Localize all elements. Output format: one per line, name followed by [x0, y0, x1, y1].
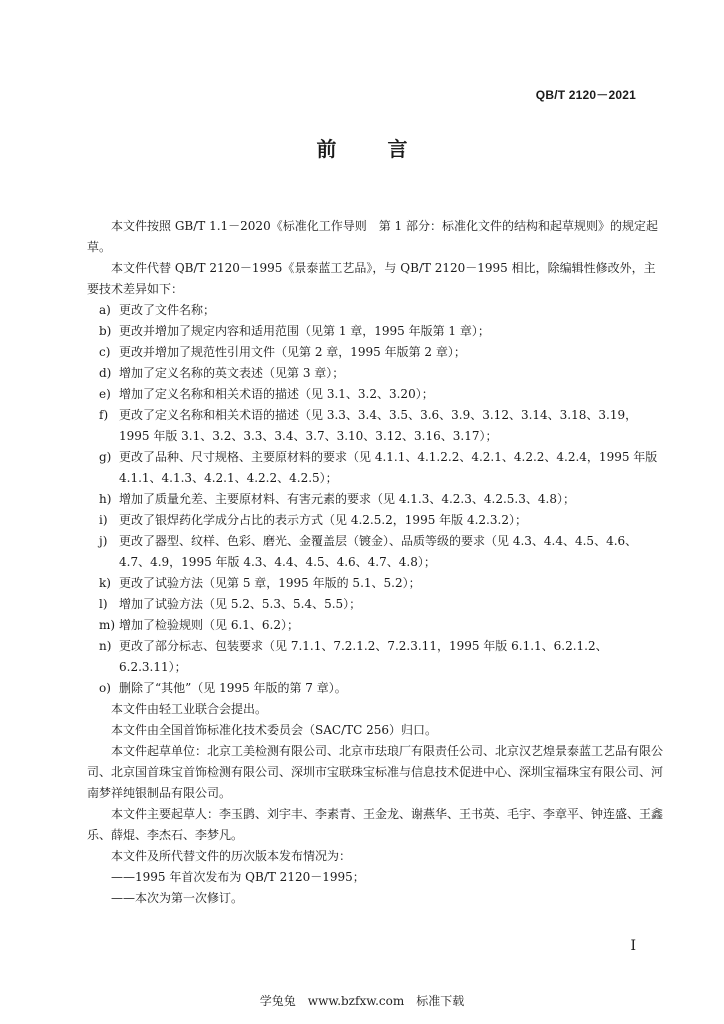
- list-item: [87, 363, 665, 384]
- list-item-text: 更改并增加了规定内容和适用范围（见第 1 章，1995 年版第 1 章）；: [119, 324, 490, 338]
- list-item: [87, 489, 665, 510]
- list-item-text: 增加了定义名称的英文表述（见第 3 章）；: [119, 366, 345, 380]
- list-item-text: 增加了检验规则（见 6.1、6.2）；: [119, 618, 299, 632]
- drafters-paragraph: 本文件主要起草人：李玉鹍、刘宇丰、李素青、王金龙、谢燕华、王书英、毛宇、李章平、钟连盛、王鑫乐、薛焜、李杰石、李梦凡。: [87, 807, 664, 842]
- proposer-paragraph: 本文件由轻工业联合会提出。: [111, 702, 268, 716]
- list-marker: l): [99, 597, 108, 611]
- list-item-text: 更改了试验方法（见第 5 章，1995 年版的 5.1、5.2）；: [119, 576, 421, 590]
- list-item-text: 更改了品种、尺寸规格、主要原材料的要求（见 4.1.1、4.1.2.2、4.2.1、4.2.2、4.2.4，1995 年版 4.1.1、4.1.3、4.2.1、4.2.2、4.2.5）；: [119, 450, 658, 485]
- footer-watermark: 学兔兔 www.bzfxw.com 标准下载: [259, 994, 465, 1008]
- drafting-units-paragraph: 本文件起草单位：北京工美检测有限公司、北京市珐琅厂有限责任公司、北京汉艺煌景泰蓝工艺品有限公司、北京国首珠宝首饰检测有限公司、深圳市宝联珠宝标准与信息技术促进中心、深圳宝福珠宝有限公司、河南梦祥纯银制品有限公司。: [87, 744, 664, 800]
- list-marker: c): [99, 345, 111, 359]
- list-item: [87, 405, 665, 447]
- history-item: ——1995 年首次发布为 QB/T 2120－1995；: [111, 870, 365, 884]
- list-item: [87, 531, 665, 573]
- list-item: [87, 342, 665, 363]
- list-item-text: 更改了银焊药化学成分占比的表示方式（见 4.2.5.2，1995 年版 4.2.3.2）；: [119, 513, 527, 527]
- technical-changes-list: [87, 300, 665, 699]
- list-marker: e): [99, 387, 111, 401]
- list-item: [87, 594, 665, 615]
- list-item-text: 删除了“其他”（见 1995 年版的第 7 章）。: [119, 681, 347, 695]
- list-marker: n): [99, 639, 112, 653]
- foreword-body: [87, 216, 665, 909]
- list-item: [87, 510, 665, 531]
- list-item: [87, 300, 665, 321]
- list-item: [87, 615, 665, 636]
- list-marker: b): [99, 324, 112, 338]
- list-item: [87, 321, 665, 342]
- standard-code: QB/T 2120－2021: [535, 88, 636, 102]
- list-item: [87, 573, 665, 594]
- list-item-text: 更改了部分标志、包装要求（见 7.1.1、7.2.1.2、7.2.3.11，1995 年版 6.1.1、6.2.1.2、6.2.3.11）；: [119, 639, 608, 674]
- list-item-text: 更改了器型、纹样、色彩、磨光、金覆盖层（镀金）、品质等级的要求（见 4.3、4.4、4.5、4.6、4.7、4.9，1995 年版 4.3、4.4、4.5、4.6、4.7、4.8）；: [119, 534, 638, 569]
- list-item: [87, 447, 665, 489]
- intro-paragraph: 本文件按照 GB/T 1.1－2020《标准化工作导则 第 1 部分：标准化文件的结构和起草规则》的规定起草。: [87, 219, 658, 254]
- list-marker: o): [99, 681, 111, 695]
- list-marker: a): [99, 303, 111, 317]
- list-marker: m): [99, 618, 116, 632]
- list-marker: f): [99, 408, 109, 422]
- page-title: 前 言: [316, 137, 430, 161]
- list-marker: k): [99, 576, 111, 590]
- list-item-text: 增加了试验方法（见 5.2、5.3、5.4、5.5）；: [119, 597, 362, 611]
- committee-paragraph: 本文件由全国首饰标准化技术委员会（SAC/TC 256）归口。: [111, 723, 438, 737]
- list-item-text: 增加了定义名称和相关术语的描述（见 3.1、3.2、3.20）；: [119, 387, 434, 401]
- list-item-text: 更改并增加了规范性引用文件（见第 2 章，1995 年版第 2 章）；: [119, 345, 466, 359]
- list-marker: j): [99, 534, 108, 548]
- list-marker: g): [99, 450, 112, 464]
- list-item: [87, 678, 665, 699]
- history-heading: 本文件及所代替文件的历次版本发布情况为：: [111, 849, 352, 863]
- list-item-text: 更改了定义名称和相关术语的描述（见 3.3、3.4、3.5、3.6、3.9、3.12、3.14、3.18、3.19，1995 年版 3.1、3.2、3.3、3.4、3.7、3.10、3.12、3.16、3.17）；: [119, 408, 638, 443]
- list-marker: d): [99, 366, 112, 380]
- list-item: [87, 384, 665, 405]
- list-item-text: 增加了质量允差、主要原材料、有害元素的要求（见 4.1.3、4.2.3、4.2.5.3、4.8）；: [119, 492, 575, 506]
- intro-paragraph: 本文件代替 QB/T 2120－1995《景泰蓝工艺品》，与 QB/T 2120－1995 相比，除编辑性修改外，主要技术差异如下：: [87, 261, 656, 296]
- list-marker: i): [99, 513, 108, 527]
- list-item-text: 更改了文件名称；: [119, 303, 216, 317]
- list-marker: h): [99, 492, 112, 506]
- list-item: [87, 636, 665, 678]
- page-number: I: [630, 938, 636, 954]
- history-item: ——本次为第一次修订。: [111, 891, 244, 905]
